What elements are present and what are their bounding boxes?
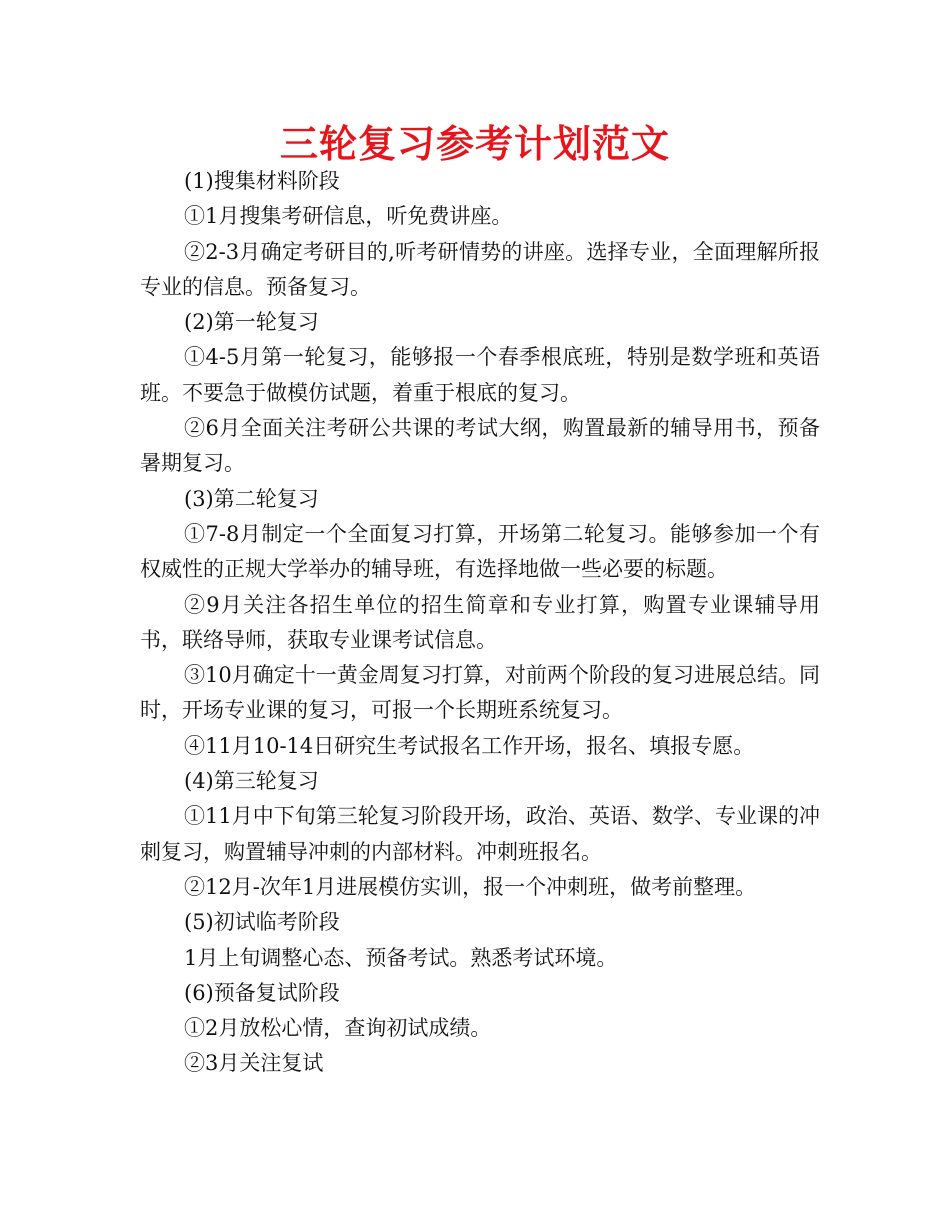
paragraph: ②12月-次年1月进展模仿实训，报一个冲刺班，做考前整理。 xyxy=(184,874,757,899)
paragraph: ②2-3月确定考研目的,听考研情势的讲座。选择专业，全面理解所报专业的信息。预备复习。 xyxy=(140,239,820,299)
document-title: 三轮复习参考计划范文 xyxy=(279,122,670,166)
paragraph: ②9月关注各招生单位的招生简章和专业打算，购置专业课辅导用书，联络导师，获取专业课考试信息。 xyxy=(140,592,820,652)
paragraph: ②3月关注复试 xyxy=(184,1051,324,1076)
section-heading: (2)第一轮复习 xyxy=(184,310,319,335)
section-heading: (5)初试临考阶段 xyxy=(184,910,340,935)
section-heading: (3)第二轮复习 xyxy=(184,486,319,511)
section-heading: (1)搜集材料阶段 xyxy=(184,169,340,193)
paragraph: ③10月确定十一黄金周复习打算，对前两个阶段的复习进展总结。同时，开场专业课的复习，可报一个长期班系统复习。 xyxy=(140,663,820,723)
paragraph: ①4-5月第一轮复习，能够报一个春季根底班，特别是数学班和英语班。不要急于做模仿试题，着重于根底的复习。 xyxy=(140,345,820,405)
document-body xyxy=(140,164,820,1082)
paragraph: ①2月放松心情，查询初试成绩。 xyxy=(184,1016,492,1041)
paragraph: ②6月全面关注考研公共课的考试大纲，购置最新的辅导用书，预备暑期复习。 xyxy=(140,416,820,476)
paragraph: 1月上旬调整心态、预备考试。熟悉考试环境。 xyxy=(184,945,618,970)
paragraph: ①1月搜集考研信息，听免费讲座。 xyxy=(184,204,513,229)
section-heading: (4)第三轮复习 xyxy=(184,769,319,794)
paragraph: ④11月10-14日研究生考试报名工作开场，报名、填报专愿。 xyxy=(184,733,755,758)
paragraph: ①11月中下旬第三轮复习阶段开场，政治、英语、数学、专业课的冲刺复习，购置辅导冲刺的内部材料。冲刺班报名。 xyxy=(140,804,820,864)
paragraph: ①7-8月制定一个全面复习打算，开场第二轮复习。能够参加一个有权威性的正规大学举办的辅导班，有选择地做一些必要的标题。 xyxy=(140,521,820,582)
section-heading: (6)预备复试阶段 xyxy=(184,980,340,1005)
